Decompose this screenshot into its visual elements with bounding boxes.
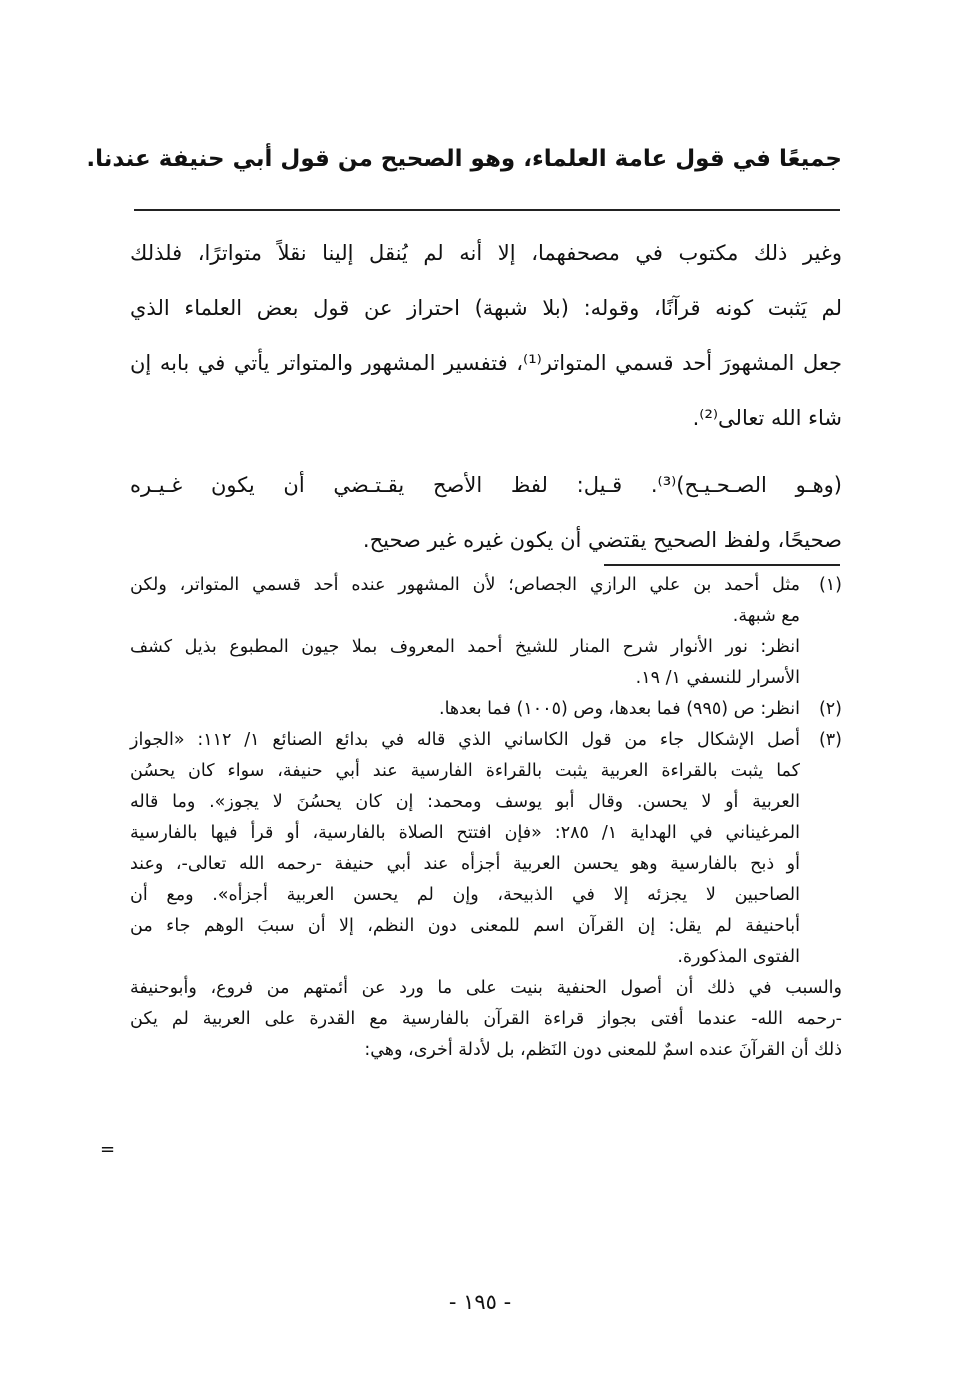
footnote-line: انظر: نور الأنوار شرح المنار للشيخ أحمد المعروف بملا جيون المطبوع بذيل كشف [130,637,800,657]
footnote-line: الأسرار للنسفي ١/ ١٩. [635,668,800,688]
main-body-text [130,226,842,568]
continuation-mark: = [100,1139,116,1160]
footnote-number: (٣) [818,730,842,750]
body-line: جعل المشهورَ أحد قسمي المتواتر⁽¹⁾، فتفسير المشهور والمتواتر يأتي في بابه إن [130,351,842,375]
top-paragraph: جميعًا في قول عامة العلماء، وهو الصحيح من قول أبي حنيفة عندنا. [86,146,842,172]
footnotes-section [130,570,842,1066]
footnote-line: أو ذبح بالفارسية وهو يحسن العربية أجزأه عند أبي حنيفة -رحمه الله تعالى-، وعند [130,854,800,874]
footnote-line: المرغيناني في الهداية ١/ ٢٨٥: «فإن افتتح الصلاة بالفارسية، أو قرأ فيها بالفارسية [130,823,801,843]
footnote-line: كما يثبت بالقراءة العربية يثبت بالقراءة الفارسية عند أبي حنيفة، سواء كان يحسُن [130,761,800,781]
footnote-line [130,570,842,601]
footnote-line: أباحنيفة لم يقل: إن القرآن اسم للمعنى دون النظم، إلا أن سببَ الوهم جاء من [130,916,800,936]
footnote-line: الصاحبين لا يجزئه إلا في الذبيحة، وإن لم يحسن العربية أجزأه». ومع أن [130,885,800,905]
footnote-number: (٢) [818,699,842,719]
footnote-text: انظر: ص (٩٩٥) فما بعدها، وص (١٠٠٥) فما بعدها. [439,699,800,719]
footnote-line [130,725,842,756]
footnote-line: -رحمه الله- عندما أفتى بجواز قراءة القرآن بالفارسية مع القدرة على العربية لم يكن [130,1009,842,1029]
body-line: شاء الله تعالى⁽²⁾. [692,406,842,430]
footnote-number: (١) [818,575,842,595]
footnote-text: مثل أحمد بن علي الرازي الجصاص؛ لأن المشهور عنده أحد قسمي المتواتر، ولكن [130,575,800,595]
body-line: صحيحًا، ولفظ الصحيح يقتضي أن يكون غيره غير صحيح. [362,528,842,552]
body-line: وغير ذلك مكتوب في مصحفهما، إلا أنه لم يُنقل إلينا نقلاً متواترًا، فلذلك [130,241,842,265]
footnote-line: والسبب في ذلك أن أصول الحنفية بنيت على ما ورد عن أئمتهم من فروع، وأبوحنيفة [130,978,842,998]
body-line: لم يَثبت كونه قرآنًا، وقوله: (بلا شبهة) احتراز عن قول بعض العلماء الذي [130,296,842,320]
footnote-line: مع شبهة. [732,606,800,626]
header-separator-line [134,209,840,211]
footnote-text: أصل الإشكال جاء من قول الكاساني الذي قاله في بدائع الصنائع ١/ ١١٢: «الجواز [130,730,800,750]
footnote-line: ذلك أن القرآنَ عنده اسمٌ للمعنى دون النَظم، بل لأدلة أخرى، وهي: [364,1040,842,1060]
page-number: - ١٩٥ - [448,1290,512,1314]
footnote-line: العربية أو لا يحسن. وقال أبو يوسف ومحمد: إن كان يحسُنَ لا يجوز». وما قاله [130,792,800,812]
body-line: (وهـو الصـحـيـح)⁽³⁾. قـيل: لفظ الأصح يقـتـضي أن يكون غـيـره [130,473,842,497]
footnote-line: الفتوى المذكورة. [677,947,800,967]
footnote-separator-line [604,564,840,566]
footnote-line [130,694,842,725]
